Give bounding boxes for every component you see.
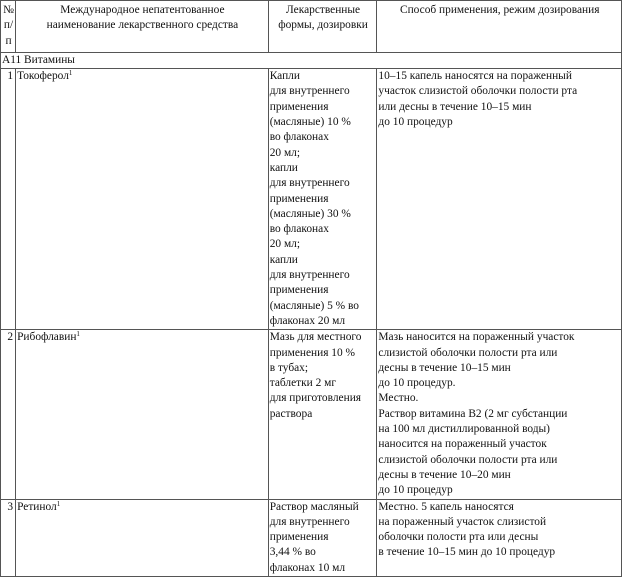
drug-method: 10–15 капель наносятся на пораженный участок слизистой оболочки полости рта или десны в течение 10–15 мин до 10 процедур xyxy=(377,69,622,330)
header-method: Способ применения, режим дозирования xyxy=(377,1,622,53)
footnote-mark: 1 xyxy=(76,330,80,339)
drug-name: Ретинол xyxy=(17,500,57,513)
group-label: A11 Витамины xyxy=(1,52,622,68)
table-row xyxy=(1,499,622,576)
drug-forms: Раствор масляный для внутреннего применения 3,44 % во флаконах 10 мл xyxy=(268,499,377,576)
footnote-mark: 1 xyxy=(56,499,61,508)
drug-name-cell xyxy=(16,499,269,576)
drug-forms: Капли для внутреннего применения (масляные) 10 % во флаконах 20 мл; капли для внутреннего применения (масляные) 30 % во флаконах 20 мл; капли для внутреннего применения (масляные) 5 % во флаконах 20 мл xyxy=(268,69,377,330)
drug-method: Мазь наносится на пораженный участок слизистой оболочки полости рта или десны в течение 10–15 мин до 10 процедур. Местно. Раствор витамина В2 (2 мг субстанции на 100 мл дистиллированной воды) наносится на пораженный участок слизистой оболочки полости рта или десны в течение 10–20 мин до 10 процедур xyxy=(377,330,622,499)
drug-name: Токоферол xyxy=(17,70,69,83)
row-number: 2 xyxy=(1,330,16,499)
drug-method: Местно. 5 капель наносятся на пораженный участок слизистой оболочки полости рта или десны в течение 10–15 мин до 10 процедур xyxy=(377,499,622,576)
table-header-row xyxy=(1,1,622,53)
header-inn: Международное непатентованное наименование лекарственного средства xyxy=(16,1,269,53)
group-row xyxy=(1,52,622,68)
footnote-mark: 1 xyxy=(68,69,73,78)
row-number: 3 xyxy=(1,499,16,576)
table-row xyxy=(1,69,622,330)
drug-name-cell xyxy=(16,69,269,330)
drug-name: Рибофлавин xyxy=(17,331,77,344)
drug-name-cell xyxy=(16,330,269,499)
header-num: № п/п xyxy=(1,1,16,53)
header-forms: Лекарственные формы, дозировки xyxy=(268,1,377,53)
table-row xyxy=(1,330,622,499)
row-number: 1 xyxy=(1,69,16,330)
drug-forms: Мазь для местного применения 10 % в тубах; таблетки 2 мг для приготовления раствора xyxy=(268,330,377,499)
